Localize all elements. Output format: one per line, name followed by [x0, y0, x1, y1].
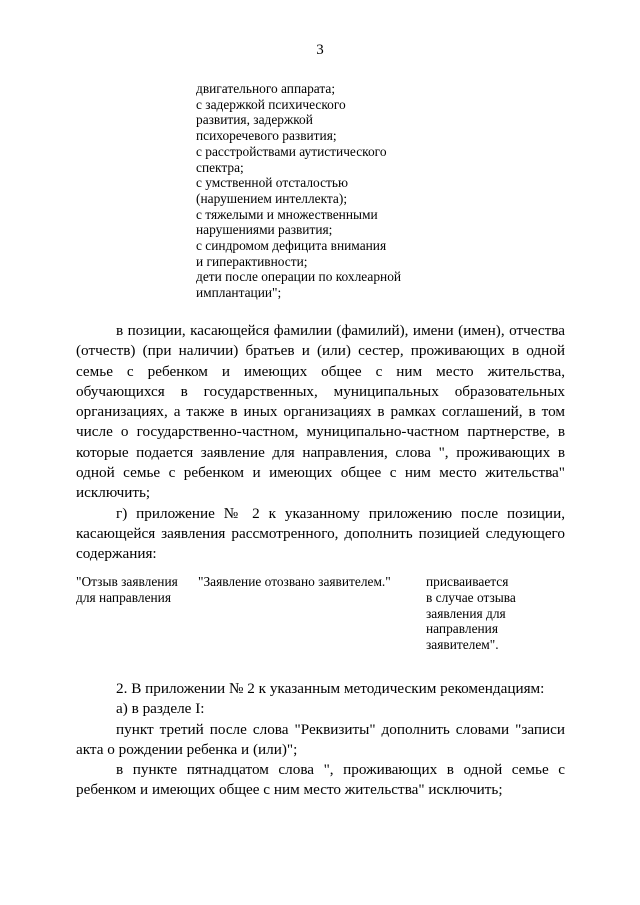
paragraph: пункт третий после слова "Реквизиты" дополнить словами "записи акта о рождении ребенка и (или)";: [76, 720, 565, 758]
cell-line: для направления: [76, 589, 172, 605]
list-line: двигательного аппарата;: [196, 81, 336, 96]
paragraph: в пункте пятнадцатом слова ", проживающих в одной семье с ребенком и имеющих общее с ним место жительства" исключить;: [76, 761, 565, 799]
cell-line: "Заявление отозвано заявителем.": [198, 574, 391, 589]
section-2: [76, 679, 565, 801]
paragraph: 2. В приложении № 2 к указанным методическим рекомендациям:: [116, 680, 545, 697]
list-line: с умственной отсталостью: [196, 175, 348, 191]
list-line: с расстройствами аутистического: [196, 143, 387, 159]
cell-line: "Отзыв заявления: [76, 574, 178, 589]
list-line: с задержкой психического: [196, 96, 346, 112]
cell-line: присваивается: [426, 574, 509, 589]
list-line: с тяжелыми и множественными: [196, 206, 378, 222]
cell-line: в случае отзыва: [426, 589, 516, 605]
list-line: психоречевого развития;: [196, 128, 337, 144]
category-list: [196, 81, 456, 301]
cell-line: заявления для: [426, 605, 506, 621]
paragraph: в позиции, касающейся фамилии (фамилий), имени (имен), отчества (отчеств) (при наличии) братьев и (или) сестер, проживающих в одной семье с ребенком и имеющих общее с ним место жительства, обучающихся в государственных, муниципальных образовательных организациях, а также в иных организациях в рамках соглашений, в том числе о государственно-частном, муниципально-частном партнерстве, в которые подается заявление для направления, слова ", проживающих в одной семье с ребенком и имеющих общее с ним место жительства" исключить;: [76, 322, 565, 502]
list-line: нарушениями развития;: [196, 222, 333, 238]
table-cell-name: [76, 574, 196, 606]
paragraph: г) приложение № 2 к указанному приложению после позиции, касающейся заявления рассмотренного, дополнить позицией следующего содержания:: [76, 504, 565, 563]
paragraph: а) в разделе I:: [116, 700, 205, 718]
list-line: имплантации";: [196, 285, 282, 301]
cell-line: направления: [426, 621, 499, 637]
list-line: и гиперактивности;: [196, 253, 308, 269]
list-line: развития, задержкой: [196, 112, 313, 128]
table-cell-status: [198, 574, 418, 590]
cell-line: заявителем".: [426, 637, 499, 653]
page-number: 3: [316, 42, 324, 58]
new-position-table: [76, 574, 565, 664]
list-line: (нарушением интеллекта);: [196, 190, 348, 206]
amendment-paragraphs: [76, 321, 565, 565]
list-line: с синдромом дефицита внимания: [196, 238, 387, 254]
list-line: дети после операции по кохлеарной: [196, 269, 402, 285]
table-cell-condition: [426, 574, 556, 653]
list-line: спектра;: [196, 159, 244, 175]
